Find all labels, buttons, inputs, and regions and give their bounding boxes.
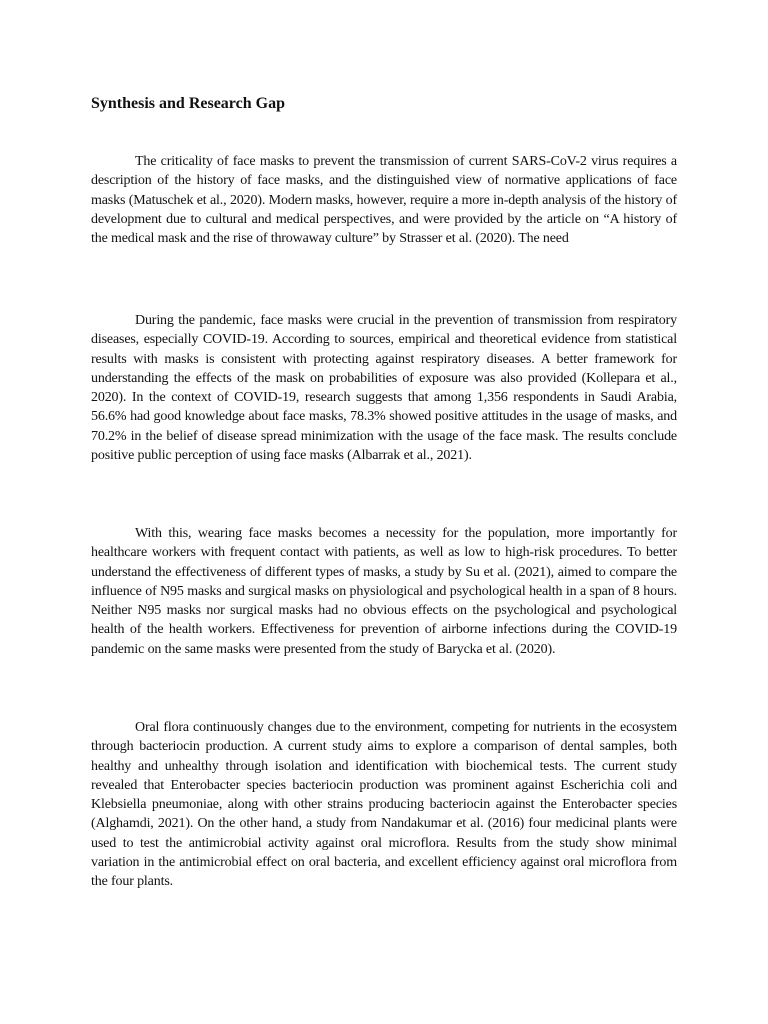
paragraph-masks-healthcare: With this, wearing face masks becomes a necessity for the population, more importantly for healthcare workers with frequent contact with patients, as well as low to high-risk procedures. To better understand the effectiveness of different types of masks, a study by Su et al. (2021), aimed to compare the influence of N95 masks and surgical masks on physiological and psychological health in a span of 8 hours. Neither N95 masks nor surgical masks had no obvious effects on the psychological and psychological health of the health workers. Effectiveness for prevention of airborne infections during the COVID-19 pandemic on the same masks were presented from the study of Barycka et al. (2020).	[91, 526, 677, 657]
paragraph-masks-pandemic: During the pandemic, face masks were crucial in the prevention of transmission from respiratory diseases, especially COVID-19. According to sources, empirical and theoretical evidence from statistical results with masks is consistent with protecting against respiratory diseases. A better framework for understanding the effects of the mask on probabilities of exposure was also provided (Kollepara et al., 2020). In the context of COVID-19, research suggests that among 1,356 respondents in Saudi Arabia, 56.6% had good knowledge about face masks, 78.3% showed positive attitudes in the usage of masks, and 70.2% in the belief of disease spread minimization with the usage of the face mask. The results conclude positive public perception of using face masks (Albarrak et al., 2021).	[91, 313, 677, 464]
section-heading: Synthesis and Research Gap	[91, 95, 285, 112]
paragraph-masks-history: The criticality of face masks to prevent the transmission of current SARS-CoV-2 virus requires a description of the history of face masks, and the distinguished view of normative applications of face masks (Matuschek et al., 2020). Modern masks, however, require a more in-depth analysis of the history of development due to cultural and medical perspectives, and were provided by the article on “A history of the medical mask and the rise of throwaway culture” by Strasser et al. (2020). The need	[91, 154, 677, 247]
paragraph-oral-flora: Oral flora continuously changes due to the environment, competing for nutrients in the ecosystem through bacteriocin production. A current study aims to explore a comparison of dental samples, both healthy and unhealthy through isolation and identification with biochemical tests. The current study revealed that Enterobacter species bacteriocin production was prominent against Escherichia coli and Klebsiella pneumoniae, along with other strains producing bacteriocin against the Enterobacter species (Alghamdi, 2021). On the other hand, a study from Nandakumar et al. (2016) four medicinal plants were used to test the antimicrobial activity against oral microflora. Results from the study show minimal variation in the antimicrobial effect on oral bacteria, and excellent efficiency against oral microflora from the four plants.	[91, 720, 677, 890]
